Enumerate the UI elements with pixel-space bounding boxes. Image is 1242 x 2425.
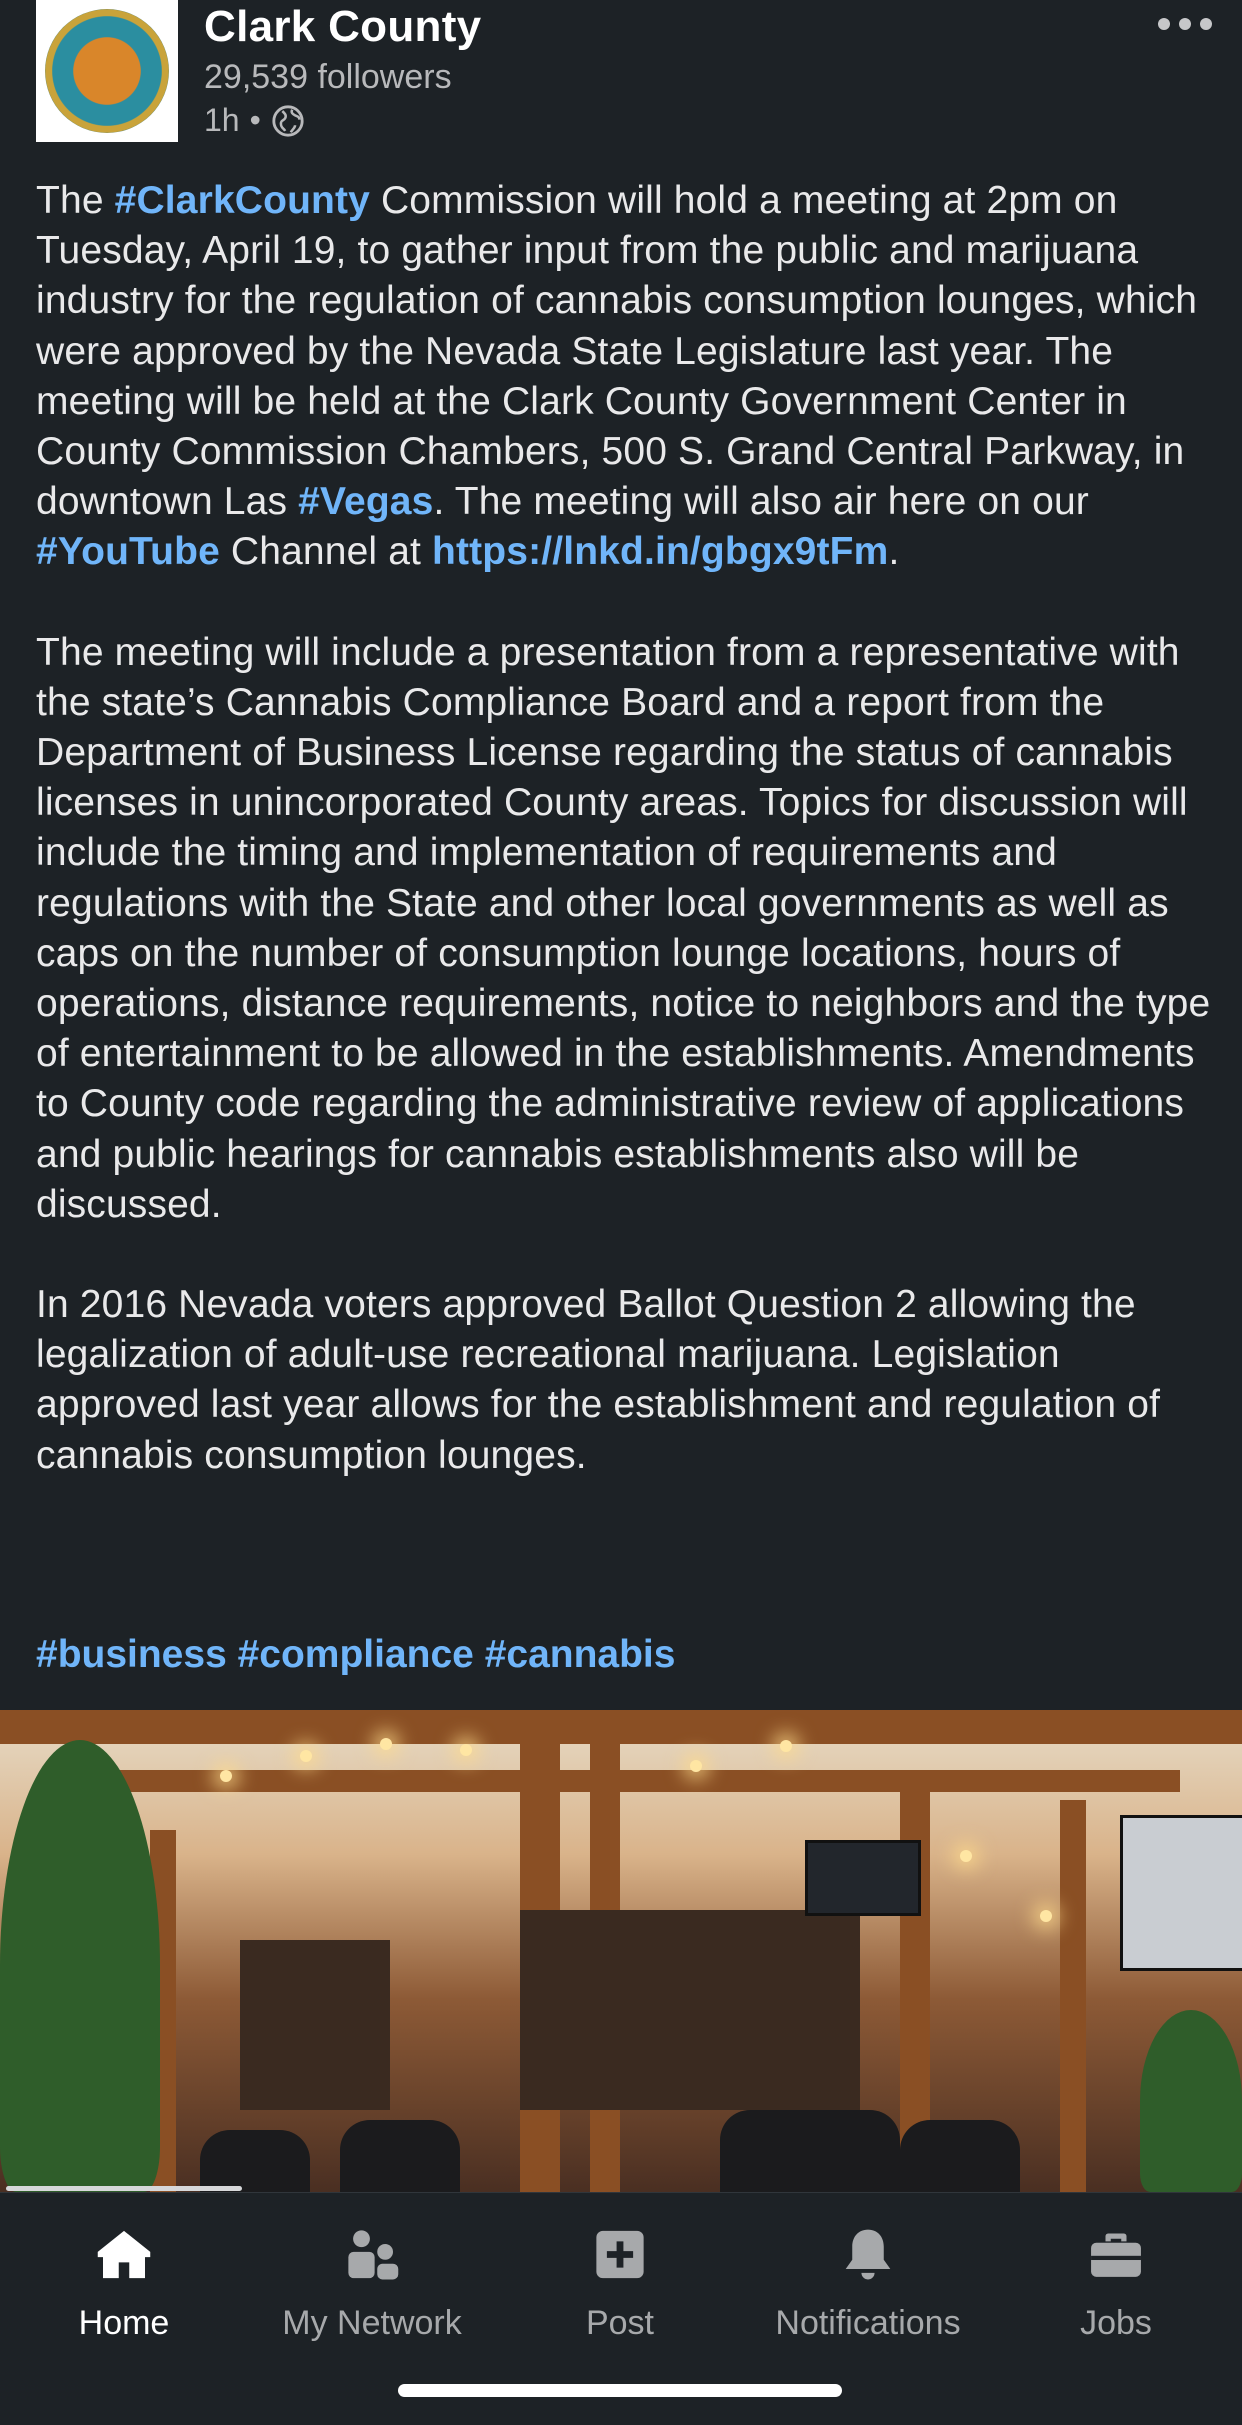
- tab-home[interactable]: [0, 2193, 248, 2343]
- org-name[interactable]: Clark County: [204, 2, 482, 51]
- post-time: 1h: [204, 102, 240, 138]
- county-seal-icon: [45, 9, 169, 133]
- tab-my-network-label: My Network: [282, 2304, 462, 2342]
- tab-notifications-label: Notifications: [775, 2304, 961, 2342]
- follower-count: 29,539 followers: [204, 58, 452, 96]
- tab-post-label: Post: [585, 2304, 655, 2342]
- inline-link[interactable]: https://lnkd.in/gbgx9tFm: [432, 530, 889, 574]
- paragraph-text: Commission will hold a meeting at 2pm on Tuesday, April 19, to gather input from the public and marijuana industry for the regulation of cannabis consumption lounges, which were approved by the Nevada State Legislature last year. The meeting will be held at the Clark County Government Center in County Commission Chambers, 500 S. Grand Central Parkway, in downtown Las: [36, 179, 1198, 524]
- media-progress-bar: [6, 2186, 242, 2191]
- bell-icon: [836, 2223, 900, 2286]
- briefcase-icon: [1084, 2223, 1148, 2286]
- tab-post[interactable]: [496, 2193, 744, 2343]
- tab-my-network[interactable]: [248, 2193, 496, 2343]
- network-icon: [340, 2223, 404, 2286]
- post-header: [0, 0, 1242, 160]
- post-meta: [204, 102, 305, 139]
- paragraph-text: In 2016 Nevada voters approved Ballot Question 2 allowing the legalization of adult-use recreational marijuana. Legislation approved last year allows for the establishment and regulation of cannabis consumption lounges.: [36, 1283, 1161, 1477]
- meta-separator: •: [249, 102, 261, 138]
- paragraph-text: . The meeting will also air here on our: [433, 480, 1089, 524]
- post-paragraph: [36, 176, 1216, 578]
- post-text: [36, 176, 1216, 1531]
- paragraph-text: .: [888, 530, 900, 574]
- inline-link[interactable]: #Vegas: [298, 480, 434, 524]
- post-paragraph: [36, 628, 1216, 1230]
- home-indicator: [398, 2384, 842, 2397]
- post-hashtags[interactable]: #business #compliance #cannabis: [36, 1633, 676, 1676]
- inline-link[interactable]: #ClarkCounty: [114, 179, 370, 222]
- paragraph-text: Channel at: [219, 530, 433, 574]
- tab-home-label: Home: [78, 2304, 170, 2342]
- tab-jobs-label: Jobs: [1080, 2304, 1152, 2342]
- tab-notifications[interactable]: [744, 2193, 992, 2343]
- paragraph-text: The meeting will include a presentation from a representative with the state’s Cannabis Compliance Board and a report from the Department of Business License regarding the status of cannabis licenses in unincorporated County areas. Topics for discussion will include the timing and implementation of requirements and regulations with the State and other local governments as well as caps on the number of consumption lounge locations, hours of operations, distance requirements, notice to neighbors and the type of entertainment to be allowed in the establishments. Amendments to County code regarding the administrative review of applications and public hearings for cannabis establishments also will be discussed.: [36, 630, 1211, 1226]
- home-icon: [92, 2223, 156, 2286]
- inline-link[interactable]: #YouTube: [36, 530, 220, 574]
- post-paragraph: [36, 1280, 1216, 1481]
- post-image[interactable]: [0, 1710, 1242, 2192]
- globe-icon: [271, 104, 305, 138]
- paragraph-text: The: [36, 179, 115, 222]
- more-options-icon[interactable]: [1158, 18, 1212, 30]
- clark-county-logo[interactable]: [36, 0, 178, 142]
- post-icon: [588, 2223, 652, 2286]
- tab-jobs[interactable]: [992, 2193, 1240, 2343]
